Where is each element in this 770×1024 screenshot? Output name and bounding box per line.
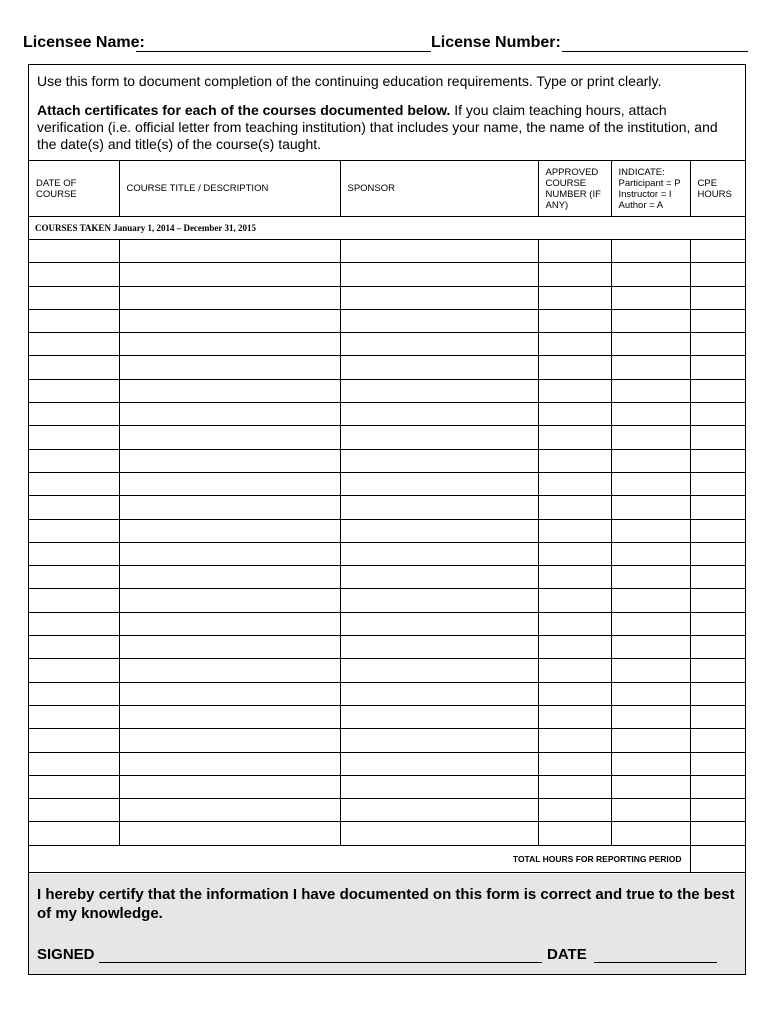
sponsor-cell[interactable]: [340, 472, 538, 495]
col-approved-header: APPROVED COURSE NUMBER (IF ANY): [538, 161, 611, 217]
attach-rest: If you claim teaching hours, attach verification (i.e. official letter from teaching institution) that includes your name, the name of the institution, and the date(s) and title(s) of the course(s) taught.: [37, 102, 718, 152]
signed-label: SIGNED: [37, 946, 95, 963]
cpe-cell[interactable]: [690, 449, 745, 472]
sponsor-cell[interactable]: [340, 449, 538, 472]
indicate-cell[interactable]: [611, 566, 690, 589]
entry-rows: [29, 240, 745, 846]
title-cell[interactable]: [119, 822, 340, 845]
cpe-cell[interactable]: [690, 566, 745, 589]
col-title-header: COURSE TITLE / DESCRIPTION: [119, 161, 340, 217]
cpe-cell[interactable]: [690, 682, 745, 705]
title-cell[interactable]: [119, 403, 340, 426]
approved-cell[interactable]: [538, 449, 611, 472]
table-row: [29, 519, 745, 542]
title-cell[interactable]: [119, 682, 340, 705]
cpe-cell[interactable]: [690, 799, 745, 822]
ce-form: [28, 64, 746, 975]
title-cell[interactable]: [119, 356, 340, 379]
indicate-cell[interactable]: [611, 379, 690, 402]
table-row: [29, 240, 745, 263]
indicate-cell[interactable]: [611, 333, 690, 356]
cpe-cell[interactable]: [690, 659, 745, 682]
approved-cell[interactable]: [538, 659, 611, 682]
sponsor-cell[interactable]: [340, 263, 538, 286]
period-row: [29, 217, 745, 240]
date-cell[interactable]: [29, 333, 119, 356]
sponsor-cell[interactable]: [340, 240, 538, 263]
date-label: DATE: [547, 946, 587, 963]
date-field[interactable]: [594, 962, 717, 963]
title-cell[interactable]: [119, 240, 340, 263]
cpe-cell[interactable]: [690, 356, 745, 379]
title-cell[interactable]: [119, 566, 340, 589]
cpe-cell[interactable]: [690, 775, 745, 798]
approved-cell[interactable]: [538, 472, 611, 495]
indicate-cell[interactable]: [611, 705, 690, 728]
title-cell[interactable]: [119, 309, 340, 332]
date-cell[interactable]: [29, 286, 119, 309]
approved-cell[interactable]: [538, 752, 611, 775]
approved-cell[interactable]: [538, 403, 611, 426]
cpe-cell[interactable]: [690, 472, 745, 495]
indicate-cell[interactable]: [611, 542, 690, 565]
title-cell[interactable]: [119, 636, 340, 659]
title-cell[interactable]: [119, 775, 340, 798]
indicate-cell[interactable]: [611, 426, 690, 449]
indicate-cell[interactable]: [611, 752, 690, 775]
sponsor-cell[interactable]: [340, 356, 538, 379]
date-cell[interactable]: [29, 612, 119, 635]
title-cell[interactable]: [119, 496, 340, 519]
approved-cell[interactable]: [538, 682, 611, 705]
approved-cell[interactable]: [538, 705, 611, 728]
approved-cell[interactable]: [538, 263, 611, 286]
cpe-cell[interactable]: [690, 612, 745, 635]
title-cell[interactable]: [119, 426, 340, 449]
cpe-cell[interactable]: [690, 286, 745, 309]
approved-cell[interactable]: [538, 822, 611, 845]
col-cpe-header: CPE HOURS: [690, 161, 745, 217]
date-cell[interactable]: [29, 705, 119, 728]
date-cell[interactable]: [29, 426, 119, 449]
cpe-cell[interactable]: [690, 263, 745, 286]
licensee-name-label: Licensee Name:: [23, 34, 145, 51]
indicate-cell[interactable]: [611, 682, 690, 705]
title-cell[interactable]: [119, 263, 340, 286]
date-cell[interactable]: [29, 729, 119, 752]
title-cell[interactable]: [119, 449, 340, 472]
approved-cell[interactable]: [538, 566, 611, 589]
date-cell[interactable]: [29, 356, 119, 379]
date-cell[interactable]: [29, 496, 119, 519]
sponsor-cell[interactable]: [340, 752, 538, 775]
sponsor-cell[interactable]: [340, 496, 538, 519]
date-cell[interactable]: [29, 822, 119, 845]
table-row: [29, 799, 745, 822]
cpe-cell[interactable]: [690, 589, 745, 612]
cpe-cell[interactable]: [690, 822, 745, 845]
sponsor-cell[interactable]: [340, 379, 538, 402]
total-row: [29, 845, 745, 872]
table-row: [29, 379, 745, 402]
cpe-cell[interactable]: [690, 309, 745, 332]
indicate-cell[interactable]: [611, 775, 690, 798]
title-cell[interactable]: [119, 333, 340, 356]
table-row: [29, 263, 745, 286]
date-cell[interactable]: [29, 519, 119, 542]
date-cell[interactable]: [29, 403, 119, 426]
sponsor-cell[interactable]: [340, 426, 538, 449]
approved-cell[interactable]: [538, 356, 611, 379]
indicate-cell[interactable]: [611, 449, 690, 472]
table-row: [29, 659, 745, 682]
table-row: [29, 752, 745, 775]
sponsor-cell[interactable]: [340, 333, 538, 356]
approved-cell[interactable]: [538, 799, 611, 822]
cpe-cell[interactable]: [690, 426, 745, 449]
sponsor-cell[interactable]: [340, 589, 538, 612]
table-row: [29, 496, 745, 519]
instructions-line: Use this form to document completion of the continuing education requirements. Type or print clearly.: [37, 73, 662, 89]
sponsor-cell[interactable]: [340, 775, 538, 798]
approved-cell[interactable]: [538, 589, 611, 612]
certification-statement: I hereby certify that the information I have documented on this form is correct and true to the best of my knowledge.: [37, 886, 735, 922]
date-cell[interactable]: [29, 566, 119, 589]
sponsor-cell[interactable]: [340, 566, 538, 589]
approved-cell[interactable]: [538, 519, 611, 542]
sponsor-cell[interactable]: [340, 612, 538, 635]
signature-field[interactable]: [99, 962, 542, 963]
sponsor-cell[interactable]: [340, 636, 538, 659]
title-cell[interactable]: [119, 379, 340, 402]
sponsor-cell[interactable]: [340, 309, 538, 332]
table-row: [29, 682, 745, 705]
period-label: COURSES TAKEN January 1, 2014 – December 31, 2015: [29, 217, 745, 240]
table-header-row: [29, 161, 745, 217]
table-row: [29, 542, 745, 565]
license-number-field[interactable]: [562, 51, 748, 52]
approved-cell[interactable]: [538, 309, 611, 332]
license-number-label: License Number:: [431, 34, 561, 51]
approved-cell[interactable]: [538, 379, 611, 402]
table-row: [29, 403, 745, 426]
table-row: [29, 356, 745, 379]
indicate-cell[interactable]: [611, 309, 690, 332]
col-date-header: DATE OF COURSE: [29, 161, 119, 217]
date-cell[interactable]: [29, 472, 119, 495]
table-row: [29, 426, 745, 449]
certification-box: [29, 874, 745, 974]
approved-cell[interactable]: [538, 775, 611, 798]
approved-cell[interactable]: [538, 636, 611, 659]
sponsor-cell[interactable]: [340, 659, 538, 682]
cpe-cell[interactable]: [690, 705, 745, 728]
indicate-cell[interactable]: [611, 356, 690, 379]
date-cell[interactable]: [29, 240, 119, 263]
title-cell[interactable]: [119, 729, 340, 752]
title-cell[interactable]: [119, 519, 340, 542]
cpe-cell[interactable]: [690, 496, 745, 519]
sponsor-cell[interactable]: [340, 799, 538, 822]
title-cell[interactable]: [119, 286, 340, 309]
total-hours-field[interactable]: [690, 845, 745, 872]
approved-cell[interactable]: [538, 496, 611, 519]
indicate-cell[interactable]: [611, 822, 690, 845]
date-cell[interactable]: [29, 263, 119, 286]
indicate-cell[interactable]: [611, 799, 690, 822]
approved-cell[interactable]: [538, 426, 611, 449]
table-row: [29, 309, 745, 332]
course-log-table: [29, 160, 745, 873]
table-row: [29, 589, 745, 612]
sponsor-cell[interactable]: [340, 519, 538, 542]
sponsor-cell[interactable]: [340, 403, 538, 426]
title-cell[interactable]: [119, 799, 340, 822]
table-row: [29, 566, 745, 589]
indicate-cell[interactable]: [611, 263, 690, 286]
title-cell[interactable]: [119, 612, 340, 635]
header-fields: [23, 34, 748, 56]
date-cell[interactable]: [29, 589, 119, 612]
approved-cell[interactable]: [538, 612, 611, 635]
table-row: [29, 333, 745, 356]
date-cell[interactable]: [29, 659, 119, 682]
title-cell[interactable]: [119, 752, 340, 775]
cpe-cell[interactable]: [690, 379, 745, 402]
date-cell[interactable]: [29, 682, 119, 705]
indicate-cell[interactable]: [611, 729, 690, 752]
sponsor-cell[interactable]: [340, 682, 538, 705]
indicate-cell[interactable]: [611, 472, 690, 495]
indicate-cell[interactable]: [611, 286, 690, 309]
date-cell[interactable]: [29, 542, 119, 565]
sponsor-cell[interactable]: [340, 542, 538, 565]
indicate-cell[interactable]: [611, 240, 690, 263]
date-cell[interactable]: [29, 309, 119, 332]
date-cell[interactable]: [29, 379, 119, 402]
table-row: [29, 775, 745, 798]
cpe-cell[interactable]: [690, 403, 745, 426]
indicate-cell[interactable]: [611, 496, 690, 519]
licensee-name-field[interactable]: [136, 51, 431, 52]
date-cell[interactable]: [29, 449, 119, 472]
cpe-cell[interactable]: [690, 333, 745, 356]
table-row: [29, 449, 745, 472]
approved-cell[interactable]: [538, 333, 611, 356]
table-row: [29, 822, 745, 845]
attach-lead: Attach certificates for each of the courses documented below.: [37, 102, 451, 118]
table-row: [29, 705, 745, 728]
indicate-cell[interactable]: [611, 612, 690, 635]
cpe-cell[interactable]: [690, 752, 745, 775]
title-cell[interactable]: [119, 705, 340, 728]
indicate-cell[interactable]: [611, 403, 690, 426]
table-row: [29, 286, 745, 309]
indicate-cell[interactable]: [611, 636, 690, 659]
approved-cell[interactable]: [538, 729, 611, 752]
title-cell[interactable]: [119, 472, 340, 495]
approved-cell[interactable]: [538, 240, 611, 263]
total-hours-label: TOTAL HOURS FOR REPORTING PERIOD: [29, 845, 690, 872]
date-cell[interactable]: [29, 775, 119, 798]
indicate-cell[interactable]: [611, 589, 690, 612]
instructions: [37, 73, 737, 153]
date-cell[interactable]: [29, 799, 119, 822]
table-row: [29, 729, 745, 752]
instructions-attach: [37, 102, 737, 153]
cpe-cell[interactable]: [690, 240, 745, 263]
cpe-cell[interactable]: [690, 729, 745, 752]
title-cell[interactable]: [119, 659, 340, 682]
title-cell[interactable]: [119, 589, 340, 612]
approved-cell[interactable]: [538, 286, 611, 309]
sponsor-cell[interactable]: [340, 729, 538, 752]
table-row: [29, 472, 745, 495]
date-cell[interactable]: [29, 752, 119, 775]
sponsor-cell[interactable]: [340, 286, 538, 309]
cpe-cell[interactable]: [690, 636, 745, 659]
cpe-cell[interactable]: [690, 542, 745, 565]
sponsor-cell[interactable]: [340, 705, 538, 728]
approved-cell[interactable]: [538, 542, 611, 565]
title-cell[interactable]: [119, 542, 340, 565]
table-row: [29, 636, 745, 659]
indicate-cell[interactable]: [611, 519, 690, 542]
cpe-cell[interactable]: [690, 519, 745, 542]
col-indicate-header: INDICATE: Participant = P Instructor = I Author = A: [611, 161, 690, 217]
col-sponsor-header: SPONSOR: [340, 161, 538, 217]
sponsor-cell[interactable]: [340, 822, 538, 845]
date-cell[interactable]: [29, 636, 119, 659]
table-row: [29, 612, 745, 635]
indicate-cell[interactable]: [611, 659, 690, 682]
